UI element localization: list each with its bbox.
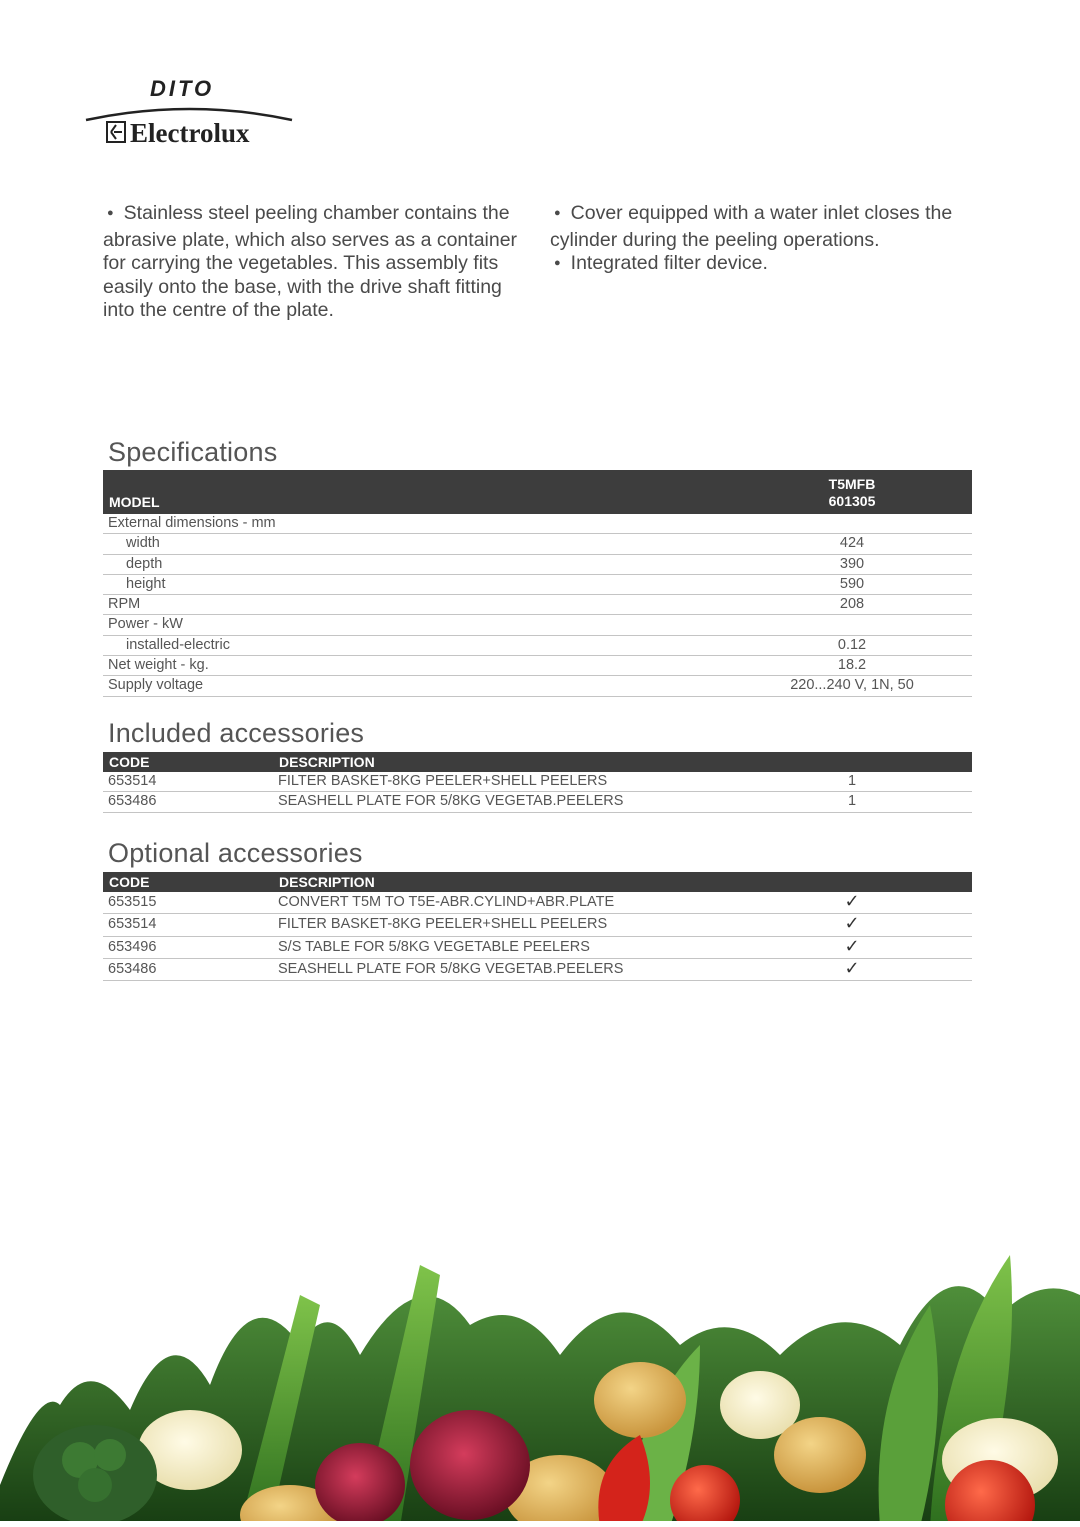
table-row: installed-electric 0.12 (103, 635, 972, 655)
bullet-icon (550, 252, 571, 274)
table-row: RPM 208 (103, 595, 972, 615)
table-row: External dimensions - mm (103, 514, 972, 534)
vegetables-image (0, 1235, 1080, 1527)
table-row: 653515 CONVERT T5M TO T5E-ABR.CYLIND+ABR.PLATE ✓ (103, 892, 972, 914)
brand-logo (80, 70, 300, 160)
check-icon: ✓ (844, 957, 860, 978)
check-icon: ✓ (844, 891, 860, 911)
intro-right (550, 202, 980, 279)
code-header: CODE (103, 872, 273, 892)
description-header: DESCRIPTION (273, 752, 732, 772)
model-column-header (732, 470, 972, 514)
table-row: height 590 (103, 574, 972, 594)
table-row: width 424 (103, 534, 972, 554)
electrolux-symbol-icon (107, 122, 125, 142)
specifications-heading: Specifications (108, 437, 278, 467)
electrolux-wordmark: Electrolux (130, 118, 250, 148)
intro-text-filter: Integrated filter device. (570, 252, 768, 274)
check-icon: ✓ (844, 935, 860, 956)
intro-left (103, 202, 528, 323)
table-row: 653486 SEASHELL PLATE FOR 5/8KG VEGETAB.PEELERS 1 (103, 792, 972, 812)
bullet-icon (550, 202, 571, 224)
optional-accessories-table (103, 872, 972, 981)
intro-text-chamber: Stainless steel peeling chamber contains the abrasive plate, which also serves as a container for carrying the vegetables. This assembly fits easily onto the base, with the drive shaft fitting into the centre of the plate. (103, 202, 518, 321)
included-accessories-heading: Included accessories (108, 718, 365, 748)
table-row: Net weight - kg. 18.2 (103, 656, 972, 676)
dito-wordmark: DITO (150, 76, 215, 101)
table-row: 653514 FILTER BASKET-8KG PEELER+SHELL PEELERS ✓ (103, 914, 972, 936)
specifications-table (103, 470, 972, 697)
included-accessories-table (103, 752, 972, 813)
intro-text-cover: Cover equipped with a water inlet closes the cylinder during the peeling operations. (550, 202, 953, 251)
code-header: CODE (103, 752, 273, 772)
bullet-icon (103, 202, 124, 224)
table-row: depth 390 (103, 554, 972, 574)
table-row: 653496 S/S TABLE FOR 5/8KG VEGETABLE PEELERS ✓ (103, 936, 972, 958)
model-header: MODEL (103, 470, 732, 514)
table-row: 653514 FILTER BASKET-8KG PEELER+SHELL PEELERS 1 (103, 772, 972, 792)
optional-accessories-heading: Optional accessories (108, 838, 363, 868)
description-header: DESCRIPTION (273, 872, 732, 892)
check-icon: ✓ (844, 913, 860, 934)
model-code: 601305 (828, 493, 876, 509)
table-row: Supply voltage 220...240 V, 1N, 50 (103, 676, 972, 696)
table-row: 653486 SEASHELL PLATE FOR 5/8KG VEGETAB.PEELERS ✓ (103, 958, 972, 980)
table-row: Power - kW (103, 615, 972, 635)
model-name: T5MFB (828, 476, 876, 492)
